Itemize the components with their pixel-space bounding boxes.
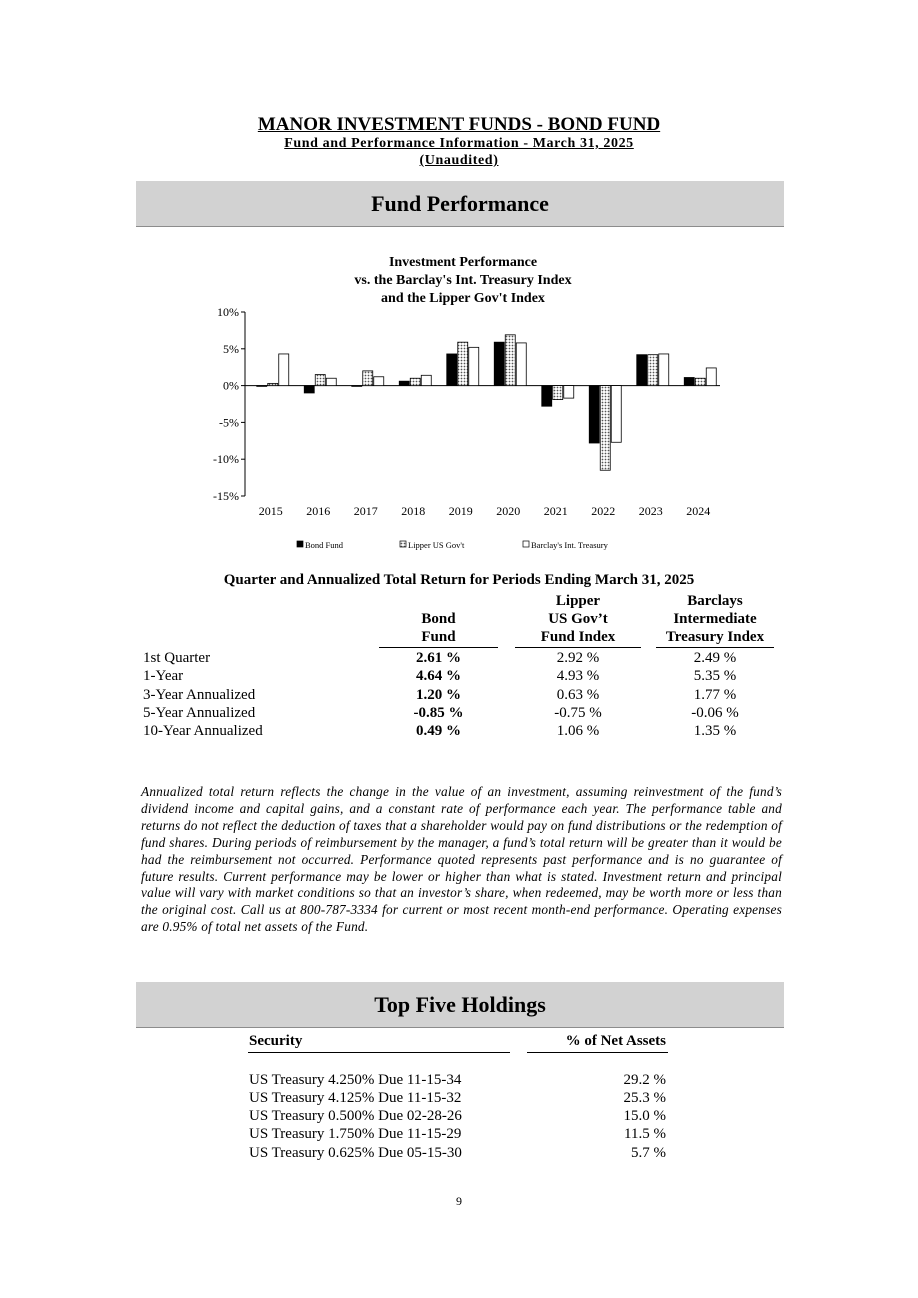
chart-title-line: and the Lipper Gov't Index — [381, 291, 545, 306]
holding-pct: 29.2 % — [623, 1072, 666, 1088]
y-tick-label: 0% — [223, 378, 239, 393]
x-tick-label: 2015 — [258, 504, 283, 518]
holding-security: US Treasury 1.750% Due 11-15-29 — [249, 1126, 462, 1142]
bar-lipper — [505, 335, 515, 386]
bar-lipper — [458, 342, 468, 385]
bar-lipper — [268, 383, 278, 385]
y-tick-label: -10% — [213, 452, 239, 467]
section-title-performance: Fund Performance — [371, 190, 549, 216]
bar-bond-fund — [447, 354, 457, 386]
returns-cell-lipper: 4.93 % — [556, 668, 600, 684]
legend-swatch — [523, 541, 529, 547]
section-header-holdings — [136, 982, 784, 1028]
legend-label: Bond Fund — [305, 540, 344, 550]
x-tick-label: 2016 — [306, 504, 331, 518]
bar-bond-fund — [399, 381, 409, 385]
holdings-rule-security — [248, 1052, 510, 1053]
x-tick-label: 2024 — [686, 504, 711, 518]
col-rule-bond — [379, 647, 498, 648]
col-header-barclays-line2: Intermediate — [673, 611, 757, 627]
y-tick-label: -5% — [219, 415, 239, 430]
col-header-bond-line1: Bond — [421, 611, 456, 627]
bar-bond-fund — [257, 386, 267, 387]
bar-barclays — [421, 375, 431, 385]
returns-row-label: 5-Year Annualized — [143, 705, 256, 721]
y-tick-label: -15% — [213, 489, 239, 503]
holding-security: US Treasury 0.500% Due 02-28-26 — [249, 1108, 462, 1124]
bar-lipper — [315, 375, 325, 386]
returns-cell-bond: 4.64 % — [416, 668, 461, 684]
bar-barclays — [706, 368, 716, 386]
bar-lipper — [410, 378, 420, 385]
col-header-lipper — [515, 592, 641, 646]
legend-label: Lipper US Gov't — [408, 540, 465, 550]
unaudited-label: (Unaudited) — [419, 153, 499, 168]
y-tick-label: 5% — [223, 341, 239, 356]
col-header-barclays — [656, 592, 774, 646]
returns-cell-lipper: 0.63 % — [556, 687, 600, 703]
legend-swatch — [297, 541, 303, 547]
returns-cell-lipper: -0.75 % — [554, 705, 602, 721]
col-rule-lipper — [515, 647, 641, 648]
bar-barclays — [564, 386, 574, 399]
col-header-bond — [379, 610, 498, 646]
bar-barclays — [469, 347, 479, 385]
page-number: 9 — [456, 1194, 462, 1208]
bar-barclays — [659, 354, 669, 386]
bar-bond-fund — [637, 355, 647, 386]
holding-pct: 25.3 % — [623, 1090, 666, 1106]
returns-cell-bond: 2.61 % — [416, 650, 461, 666]
holding-pct: 5.7 % — [631, 1145, 666, 1161]
bar-lipper — [648, 355, 658, 386]
returns-cell-lipper: 1.06 % — [556, 723, 600, 739]
x-tick-label: 2022 — [591, 504, 616, 518]
returns-row-label: 10-Year Annualized — [143, 723, 263, 739]
x-tick-label: 2019 — [448, 504, 473, 518]
bar-barclays — [374, 377, 384, 386]
bar-lipper — [600, 386, 610, 471]
bar-lipper — [553, 386, 563, 400]
bar-barclays — [611, 386, 621, 443]
holding-security: US Treasury 4.250% Due 11-15-34 — [249, 1072, 462, 1088]
returns-cell-barclays: 1.35 % — [693, 723, 737, 739]
returns-cell-bond: 1.20 % — [416, 687, 461, 703]
bar-bond-fund — [304, 386, 314, 393]
holding-security: US Treasury 4.125% Due 11-15-32 — [249, 1090, 462, 1106]
returns-cell-barclays: 1.77 % — [693, 687, 737, 703]
section-header-performance — [136, 181, 784, 227]
bar-lipper — [695, 378, 705, 385]
bar-bond-fund — [589, 386, 599, 443]
performance-chart — [190, 248, 750, 560]
col-header-lipper-line2: US Gov’t — [548, 611, 608, 627]
performance-disclaimer: Annualized total return reflects the change in the value of an investment, assuming reinvestment of the fund’s dividend income and capital gains, and a constant rate of performance each year. The performance table and returns do not reflect the deduction of taxes that a shareholder would pay on fund distributions or the redemption of fund shares. During periods of reimbursement by the manager, a fund’s total return will be greater than it would be had the reimbursement not occurred. Performance quoted represents past performance and is no guarantee of future results. Current performance may be lower or higher than what is stated. Investment return and principal value will vary with market conditions so that an investor’s share, when redeemed, may be worth more or less than the original cost. Call us at 800-787-3334 for current or most recent month-end performance. Operating expenses are 0.95% of total net assets of the Fund. — [141, 784, 782, 935]
holdings-col-security: Security — [249, 1033, 303, 1049]
returns-cell-bond: 0.49 % — [416, 723, 461, 739]
returns-row-label: 3-Year Annualized — [143, 687, 256, 703]
holdings-rule-pct — [527, 1052, 668, 1053]
x-tick-label: 2020 — [496, 504, 521, 518]
bar-bond-fund — [542, 386, 552, 407]
x-tick-label: 2017 — [353, 504, 378, 518]
bar-bond-fund — [494, 342, 504, 385]
returns-cell-barclays: 2.49 % — [693, 650, 737, 666]
holding-pct: 11.5 % — [624, 1126, 666, 1142]
y-tick-label: 10% — [217, 305, 239, 319]
returns-row-label: 1st Quarter — [143, 650, 211, 666]
x-tick-label: 2023 — [638, 504, 663, 518]
col-header-lipper-line1: Lipper — [555, 593, 601, 609]
legend-swatch — [400, 541, 406, 547]
holding-pct: 15.0 % — [623, 1108, 666, 1124]
x-tick-label: 2018 — [401, 504, 426, 518]
bar-barclays — [516, 343, 526, 386]
holding-security: US Treasury 0.625% Due 05-15-30 — [249, 1145, 462, 1161]
x-tick-label: 2021 — [543, 504, 568, 518]
chart-title-line: vs. the Barclay's Int. Treasury Index — [354, 273, 572, 288]
bar-lipper — [363, 371, 373, 386]
returns-row-label: 1-Year — [143, 668, 184, 684]
bar-bond-fund — [684, 378, 694, 386]
col-header-barclays-line1: Barclays — [687, 593, 743, 609]
section-title-holdings: Top Five Holdings — [374, 991, 546, 1017]
returns-cell-lipper: 2.92 % — [556, 650, 600, 666]
report-subtitle: Fund and Performance Information - March 31, 2025 — [284, 136, 634, 151]
col-rule-barclays — [656, 647, 774, 648]
returns-table-title: Quarter and Annualized Total Return for Periods Ending March 31, 2025 — [223, 572, 695, 588]
col-header-lipper-line3: Fund Index — [540, 629, 616, 645]
holdings-col-pct: % of Net Assets — [565, 1033, 666, 1049]
bar-barclays — [326, 378, 336, 385]
legend-label: Barclay's Int. Treasury — [531, 540, 608, 550]
col-header-bond-line2: Fund — [421, 629, 456, 645]
bar-bond-fund — [352, 386, 362, 387]
report-title: MANOR INVESTMENT FUNDS - BOND FUND — [257, 114, 661, 135]
col-header-barclays-line3: Treasury Index — [665, 629, 765, 645]
bar-barclays — [279, 354, 289, 386]
chart-title-line: Investment Performance — [388, 255, 538, 270]
returns-cell-bond: -0.85 % — [413, 705, 464, 721]
returns-cell-barclays: -0.06 % — [691, 705, 739, 721]
returns-cell-barclays: 5.35 % — [693, 668, 737, 684]
